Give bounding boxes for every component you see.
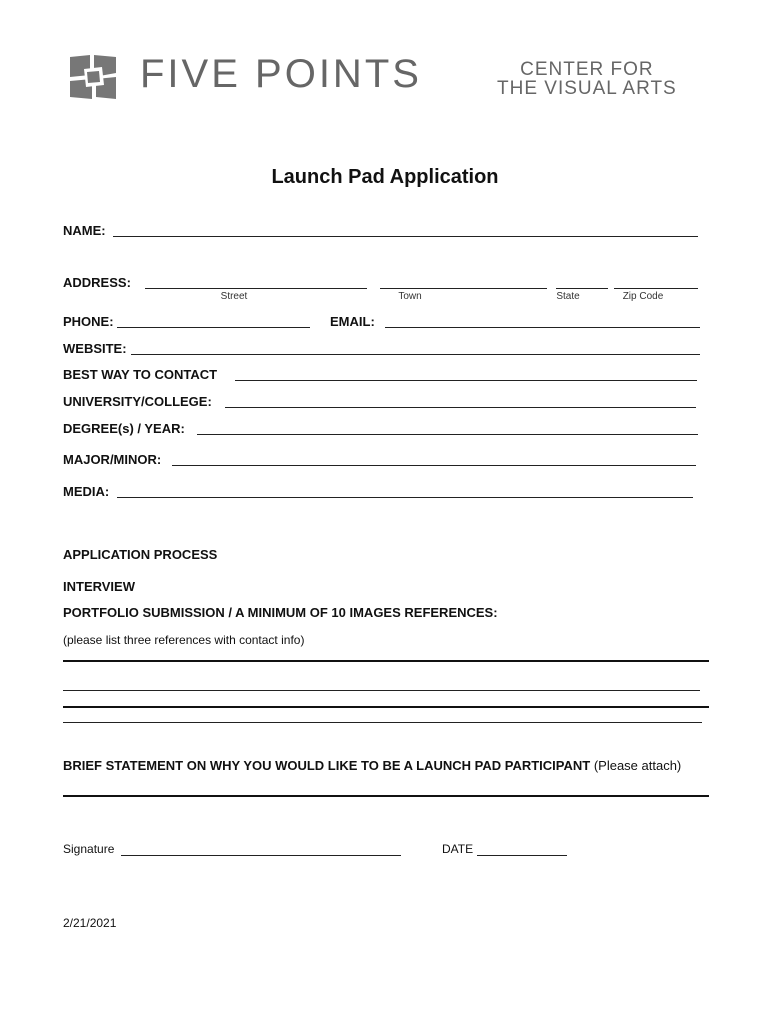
date-field[interactable] — [477, 855, 567, 856]
degree-label: DEGREE(s) / YEAR: — [63, 421, 185, 436]
name-field[interactable] — [113, 236, 698, 237]
name-label: NAME: — [63, 223, 106, 238]
phone-label: PHONE: — [63, 314, 114, 329]
statement-line[interactable] — [63, 795, 709, 797]
university-field[interactable] — [225, 407, 696, 408]
application-process-heading: APPLICATION PROCESS — [63, 547, 218, 562]
signature-field[interactable] — [121, 855, 401, 856]
major-label: MAJOR/MINOR: — [63, 452, 162, 467]
reference-line-2[interactable] — [63, 690, 700, 691]
town-caption: Town — [398, 291, 422, 302]
statement-instruction: BRIEF STATEMENT ON WHY YOU WOULD LIKE TO BE A LAUNCH PAD PARTICIPANT (Please attach) — [63, 758, 682, 773]
state-field[interactable] — [556, 288, 608, 289]
reference-line-3[interactable] — [63, 706, 709, 708]
reference-line-1[interactable] — [63, 660, 709, 662]
website-label: WEBSITE: — [63, 341, 127, 356]
university-label: UNIVERSITY/COLLEGE: — [63, 394, 212, 409]
references-note: (please list three references with contact info) — [63, 633, 305, 647]
address-label: ADDRESS: — [63, 275, 131, 290]
email-field[interactable] — [385, 327, 700, 328]
state-caption: State — [556, 291, 580, 302]
zip-field[interactable] — [614, 288, 698, 289]
major-field[interactable] — [172, 465, 696, 466]
portfolio-label: PORTFOLIO SUBMISSION / A MINIMUM OF 10 IMAGES REFERENCES: — [63, 605, 498, 620]
media-field[interactable] — [117, 497, 693, 498]
brand-name: FIVE POINTS — [140, 52, 422, 96]
degree-field[interactable] — [197, 434, 698, 435]
email-label: EMAIL: — [330, 314, 375, 329]
best-way-field[interactable] — [235, 380, 697, 381]
brand-tagline: CENTER FOR THE VISUAL ARTS — [497, 59, 677, 99]
street-caption: Street — [220, 291, 248, 302]
five-points-logo-icon — [70, 55, 116, 99]
interview-label: INTERVIEW — [63, 579, 135, 594]
signature-label: Signature — [63, 842, 115, 856]
street-field[interactable] — [145, 288, 367, 289]
website-field[interactable] — [131, 354, 700, 355]
revision-date: 2/21/2021 — [63, 916, 117, 930]
reference-line-4[interactable] — [63, 722, 702, 723]
form-title: Launch Pad Application — [271, 166, 499, 188]
zip-caption: Zip Code — [622, 291, 664, 302]
date-label: DATE — [442, 842, 474, 856]
phone-field[interactable] — [117, 327, 310, 328]
media-label: MEDIA: — [63, 484, 110, 499]
town-field[interactable] — [380, 288, 547, 289]
best-way-label: BEST WAY TO CONTACT — [63, 367, 218, 382]
